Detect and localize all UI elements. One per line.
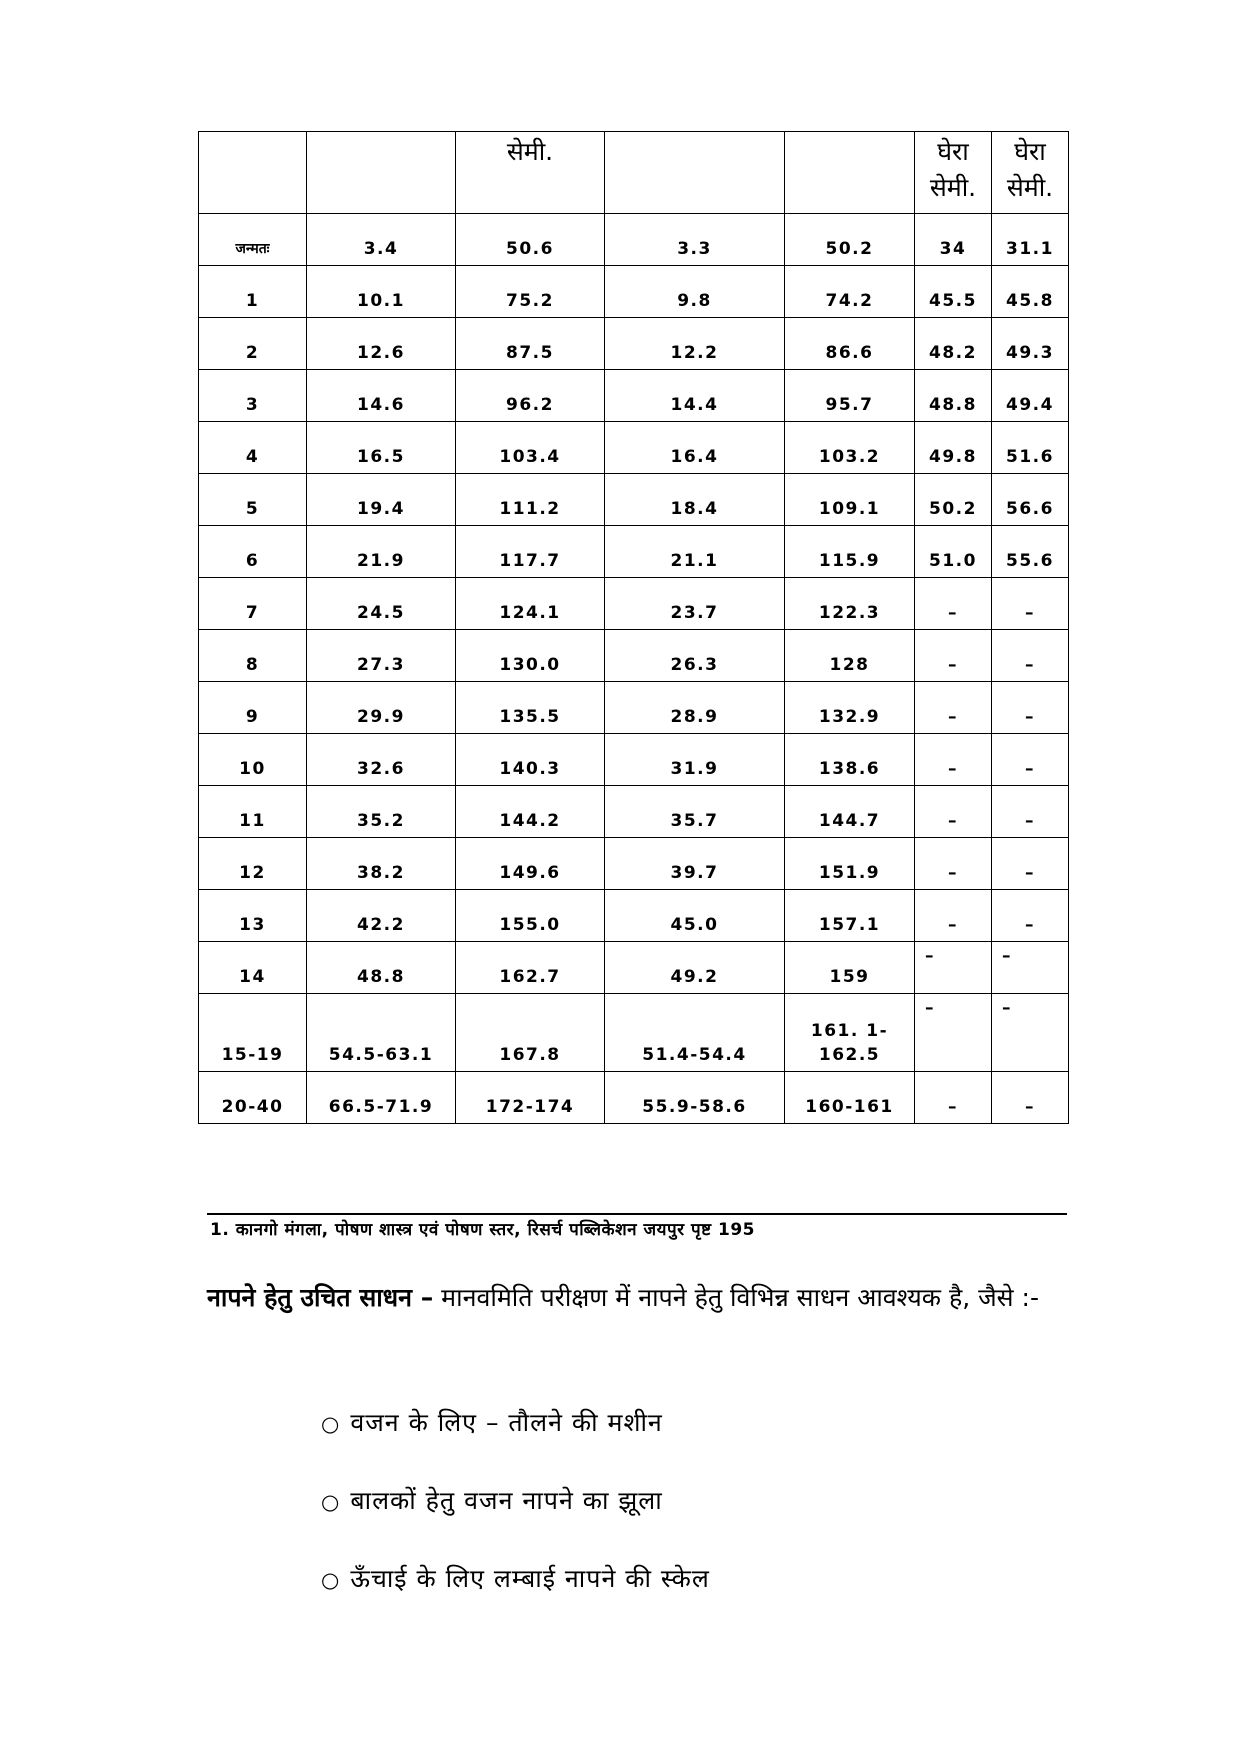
value-cell: – (915, 682, 992, 734)
value-cell: – (992, 890, 1069, 942)
value-cell: 172-174 (456, 1072, 605, 1124)
value-cell: 66.5-71.9 (307, 1072, 456, 1124)
table-row (199, 890, 1069, 942)
value-cell: 149.6 (456, 838, 605, 890)
list-item (321, 1483, 663, 1517)
value-cell: – (992, 578, 1069, 630)
table-row (199, 786, 1069, 838)
value-cell: 55.6 (992, 526, 1069, 578)
value-cell: 155.0 (456, 890, 605, 942)
value-cell: – (992, 838, 1069, 890)
age-cell: 6 (199, 526, 307, 578)
age-cell: 20-40 (199, 1072, 307, 1124)
value-cell: 21.9 (307, 526, 456, 578)
value-cell: 12.6 (307, 318, 456, 370)
value-cell: 48.8 (307, 942, 456, 994)
value-cell: 161. 1-162.5 (785, 994, 915, 1072)
value-cell: – (915, 890, 992, 942)
table-row (199, 422, 1069, 474)
paragraph-text: मानवमिति परीक्षण में नापने हेतु विभिन्न साधन आवश्यक है, जैसे :- (441, 1283, 1039, 1312)
value-cell: 10.1 (307, 266, 456, 318)
bullet-circle-icon: ○ (321, 1412, 341, 1436)
growth-table (198, 131, 1069, 1124)
value-cell: 49.2 (605, 942, 785, 994)
table-row (199, 630, 1069, 682)
value-cell: – (992, 1072, 1069, 1124)
value-cell: 18.4 (605, 474, 785, 526)
value-cell: 124.1 (456, 578, 605, 630)
age-cell: 14 (199, 942, 307, 994)
bullet-circle-icon: ○ (321, 1490, 341, 1514)
table-row (199, 1072, 1069, 1124)
age-cell: 7 (199, 578, 307, 630)
value-cell: 144.7 (785, 786, 915, 838)
value-cell: 49.8 (915, 422, 992, 474)
value-cell: – (915, 734, 992, 786)
bullet-circle-icon: ○ (321, 1568, 341, 1592)
value-cell: – (992, 630, 1069, 682)
value-cell: – (992, 994, 1069, 1072)
table-row (199, 474, 1069, 526)
table-row (199, 734, 1069, 786)
value-cell: 103.4 (456, 422, 605, 474)
value-cell: 3.3 (605, 214, 785, 266)
value-cell: 29.9 (307, 682, 456, 734)
value-cell: 138.6 (785, 734, 915, 786)
value-cell: 117.7 (456, 526, 605, 578)
table-row (199, 266, 1069, 318)
age-cell: 15-19 (199, 994, 307, 1072)
value-cell: 140.3 (456, 734, 605, 786)
table-row (199, 994, 1069, 1072)
value-cell: 31.1 (992, 214, 1069, 266)
age-cell: 2 (199, 318, 307, 370)
value-cell: 54.5-63.1 (307, 994, 456, 1072)
header-cell: सेमी. (456, 132, 605, 214)
value-cell: – (915, 578, 992, 630)
value-cell: 50.2 (785, 214, 915, 266)
value-cell: 3.4 (307, 214, 456, 266)
age-cell: 1 (199, 266, 307, 318)
age-cell: 12 (199, 838, 307, 890)
value-cell: 48.2 (915, 318, 992, 370)
paragraph (207, 1272, 1043, 1324)
age-cell: 3 (199, 370, 307, 422)
value-cell: 50.2 (915, 474, 992, 526)
value-cell: 75.2 (456, 266, 605, 318)
value-cell: 130.0 (456, 630, 605, 682)
value-cell: 16.4 (605, 422, 785, 474)
header-cell: घेरा सेमी. (915, 132, 992, 214)
value-cell: 56.6 (992, 474, 1069, 526)
value-cell: 14.4 (605, 370, 785, 422)
value-cell: 159 (785, 942, 915, 994)
list-item (321, 1405, 663, 1439)
value-cell: 35.2 (307, 786, 456, 838)
table-row (199, 682, 1069, 734)
table-row (199, 578, 1069, 630)
value-cell: 109.1 (785, 474, 915, 526)
value-cell: – (915, 994, 992, 1072)
value-cell: 31.9 (605, 734, 785, 786)
value-cell: 49.4 (992, 370, 1069, 422)
value-cell: – (915, 942, 992, 994)
value-cell: – (992, 734, 1069, 786)
value-cell: 144.2 (456, 786, 605, 838)
value-cell: 12.2 (605, 318, 785, 370)
value-cell: 151.9 (785, 838, 915, 890)
value-cell: 103.2 (785, 422, 915, 474)
value-cell: 157.1 (785, 890, 915, 942)
value-cell: 49.3 (992, 318, 1069, 370)
value-cell: 45.0 (605, 890, 785, 942)
value-cell: 26.3 (605, 630, 785, 682)
table-row (199, 370, 1069, 422)
value-cell: 23.7 (605, 578, 785, 630)
age-cell: 11 (199, 786, 307, 838)
value-cell: 135.5 (456, 682, 605, 734)
header-cell (307, 132, 456, 214)
value-cell: 21.1 (605, 526, 785, 578)
table-row (199, 214, 1069, 266)
list-item (321, 1561, 710, 1595)
value-cell: 86.6 (785, 318, 915, 370)
age-cell: 10 (199, 734, 307, 786)
list-item-text: वजन के लिए – तौलने की मशीन (350, 1408, 663, 1437)
value-cell: 167.8 (456, 994, 605, 1072)
value-cell: 27.3 (307, 630, 456, 682)
list-item-text: ऊँचाई के लिए लम्बाई नापने की स्केल (350, 1564, 710, 1593)
table-header-row (199, 132, 1069, 214)
value-cell: 74.2 (785, 266, 915, 318)
age-cell: 9 (199, 682, 307, 734)
value-cell: 28.9 (605, 682, 785, 734)
value-cell: 48.8 (915, 370, 992, 422)
header-cell (605, 132, 785, 214)
value-cell: – (992, 786, 1069, 838)
paragraph-heading: नापने हेतु उचित साधन – (207, 1283, 434, 1312)
value-cell: 128 (785, 630, 915, 682)
age-cell: 5 (199, 474, 307, 526)
footnote-divider (207, 1213, 1067, 1215)
table-row (199, 318, 1069, 370)
value-cell: 39.7 (605, 838, 785, 890)
value-cell: 32.6 (307, 734, 456, 786)
header-cell (785, 132, 915, 214)
value-cell: 50.6 (456, 214, 605, 266)
age-cell: 4 (199, 422, 307, 474)
age-cell: जन्मतः (199, 214, 307, 266)
footnote: 1. कानगो मंगला, पोषण शास्त्र एवं पोषण स्तर, रिसर्च पब्लिकेशन जयपुर पृष्ट 195 (210, 1220, 756, 1240)
value-cell: 45.5 (915, 266, 992, 318)
value-cell: 42.2 (307, 890, 456, 942)
value-cell: – (915, 1072, 992, 1124)
age-cell: 13 (199, 890, 307, 942)
table-row (199, 526, 1069, 578)
value-cell: 34 (915, 214, 992, 266)
value-cell: 24.5 (307, 578, 456, 630)
value-cell: 132.9 (785, 682, 915, 734)
value-cell: 111.2 (456, 474, 605, 526)
value-cell: 87.5 (456, 318, 605, 370)
value-cell: 14.6 (307, 370, 456, 422)
value-cell: 160-161 (785, 1072, 915, 1124)
value-cell: 96.2 (456, 370, 605, 422)
value-cell: 115.9 (785, 526, 915, 578)
value-cell: 51.6 (992, 422, 1069, 474)
header-cell (199, 132, 307, 214)
value-cell: – (915, 630, 992, 682)
value-cell: 16.5 (307, 422, 456, 474)
value-cell: 51.0 (915, 526, 992, 578)
value-cell: 45.8 (992, 266, 1069, 318)
value-cell: – (915, 838, 992, 890)
value-cell: 35.7 (605, 786, 785, 838)
value-cell: – (992, 682, 1069, 734)
value-cell: 55.9-58.6 (605, 1072, 785, 1124)
value-cell: 38.2 (307, 838, 456, 890)
value-cell: – (915, 786, 992, 838)
value-cell: 122.3 (785, 578, 915, 630)
value-cell: – (992, 942, 1069, 994)
age-cell: 8 (199, 630, 307, 682)
value-cell: 162.7 (456, 942, 605, 994)
value-cell: 9.8 (605, 266, 785, 318)
value-cell: 19.4 (307, 474, 456, 526)
value-cell: 95.7 (785, 370, 915, 422)
table-row (199, 838, 1069, 890)
value-cell: 51.4-54.4 (605, 994, 785, 1072)
header-cell: घेरा सेमी. (992, 132, 1069, 214)
table-row (199, 942, 1069, 994)
list-item-text: बालकों हेतु वजन नापने का झूला (350, 1486, 663, 1515)
